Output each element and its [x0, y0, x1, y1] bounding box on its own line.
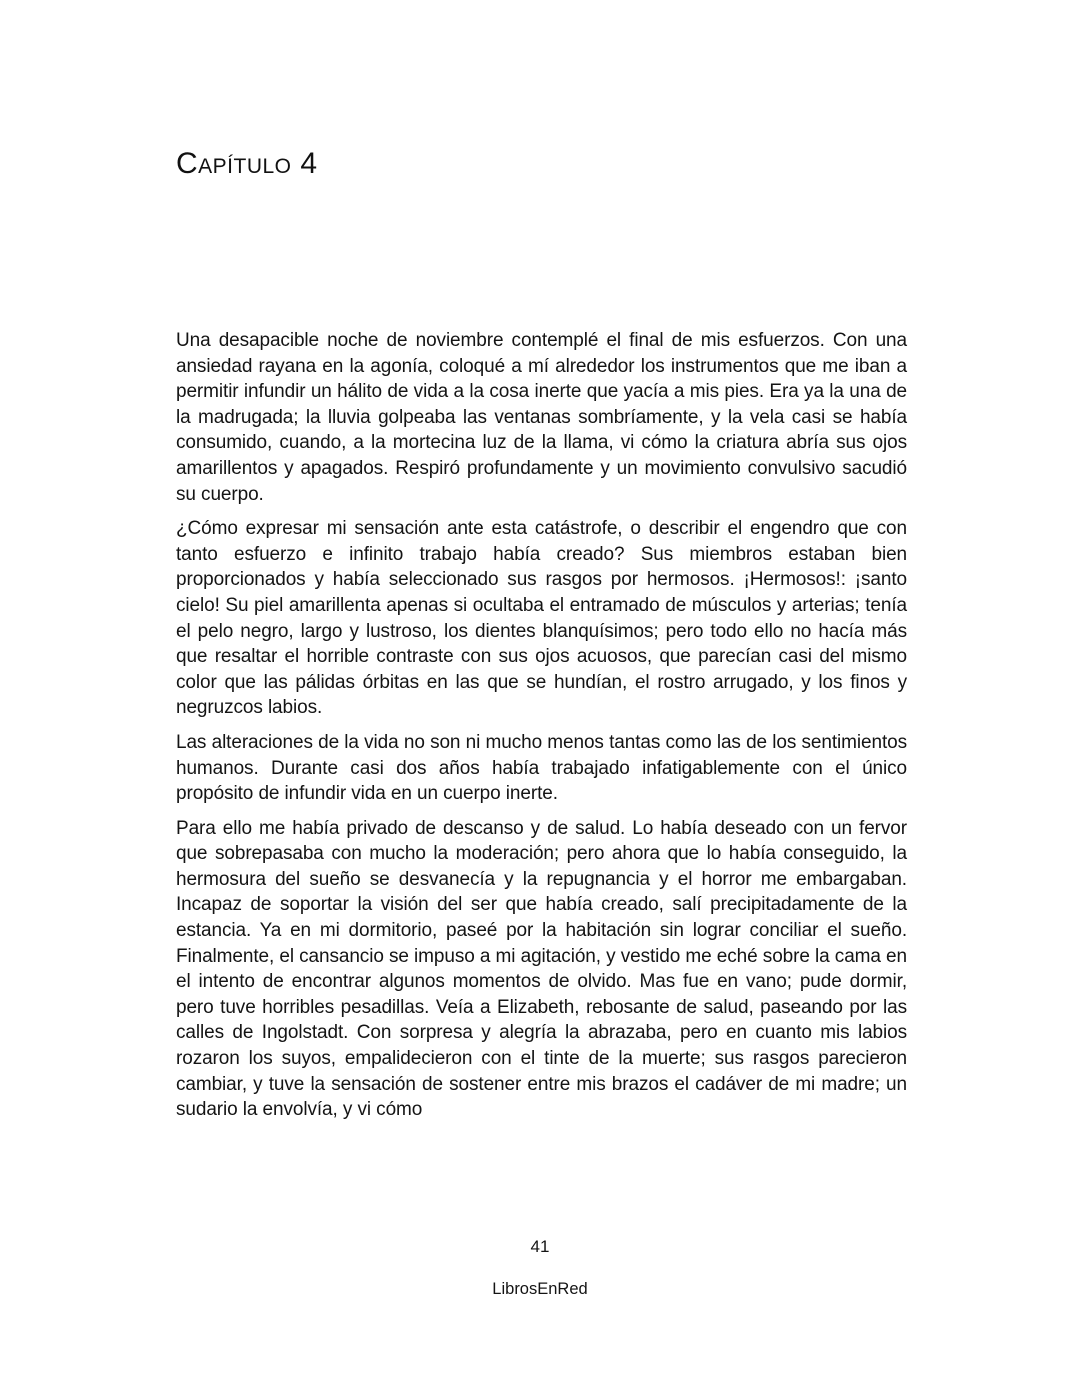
body-text [176, 328, 907, 1123]
paragraph: Para ello me había privado de descanso y de salud. Lo había deseado con un fervor que sobrepasaba con mucho la moderación; pero ahora que lo había conseguido, la hermosura del sueño se desvanecía y la repugnancia y el horror me embargaban. Incapaz de soportar la visión del ser que había creado, salí precipitadamente de la estancia. Ya en mi dormitorio, paseé por la habitación sin lograr conciliar el sueño. Finalmente, el cansancio se impuso a mi agitación, y vestido me eché sobre la cama en el intento de encontrar algunos momentos de olvido. Mas fue en vano; pude dormir, pero tuve horribles pesadillas. Veía a Elizabeth, rebosante de salud, paseando por las calles de Ingolstadt. Con sorpresa y alegría la abrazaba, pero en cuanto mis labios rozaron los suyos, empalidecieron con el tinte de la muerte; sus rasgos parecieron cambiar, y tuve la sensación de sostener entre mis brazos el cadáver de mi madre; un sudario la envolvía, y vi cómo [176, 817, 907, 1121]
publisher-name: LibrosEnRed [492, 1280, 588, 1298]
paragraph: ¿Cómo expresar mi sensación ante esta catástrofe, o describir el engendro que con tanto esfuerzo e infinito trabajo había creado? Sus miembros estaban bien proporcionados y había seleccionado sus rasgos por hermosos. ¡Hermosos!: ¡santo cielo! Su piel amarillenta apenas si ocultaba el entramado de músculos y arterias; tenía el pelo negro, largo y lustroso, los dientes blanquísimos; pero todo ello no hacía más que resaltar el horrible contraste con sus ojos acuosos, que parecían casi del mismo color que las pálidas órbitas en las que se hundían, el rostro arrugado, y los finos y negruzcos labios. [176, 518, 907, 719]
paragraph: Las alteraciones de la vida no son ni mucho menos tantas como las de los sentimientos humanos. Durante casi dos años había trabajado infatigablemente con el único propósito de infundir vida en un cuerpo inerte. [176, 731, 907, 805]
paragraph: Una desapacible noche de noviembre contemplé el final de mis esfuerzos. Con una ansiedad rayana en la agonía, coloqué a mí alrededor los instrumentos que me iban a permitir infundir un hálito de vida a la cosa inerte que yacía a mis pies. Era ya la una de la madrugada; la lluvia golpeaba las ventanas sombríamente, y la vela casi se había consumido, cuando, a la mortecina luz de la llama, vi cómo la criatura abría sus ojos amarillentos y apagados. Respiró profundamente y un movimiento convulsivo sacudió su cuerpo. [176, 330, 907, 505]
page-number: 41 [530, 1237, 550, 1256]
chapter-title: Capítulo 4 [176, 147, 318, 180]
